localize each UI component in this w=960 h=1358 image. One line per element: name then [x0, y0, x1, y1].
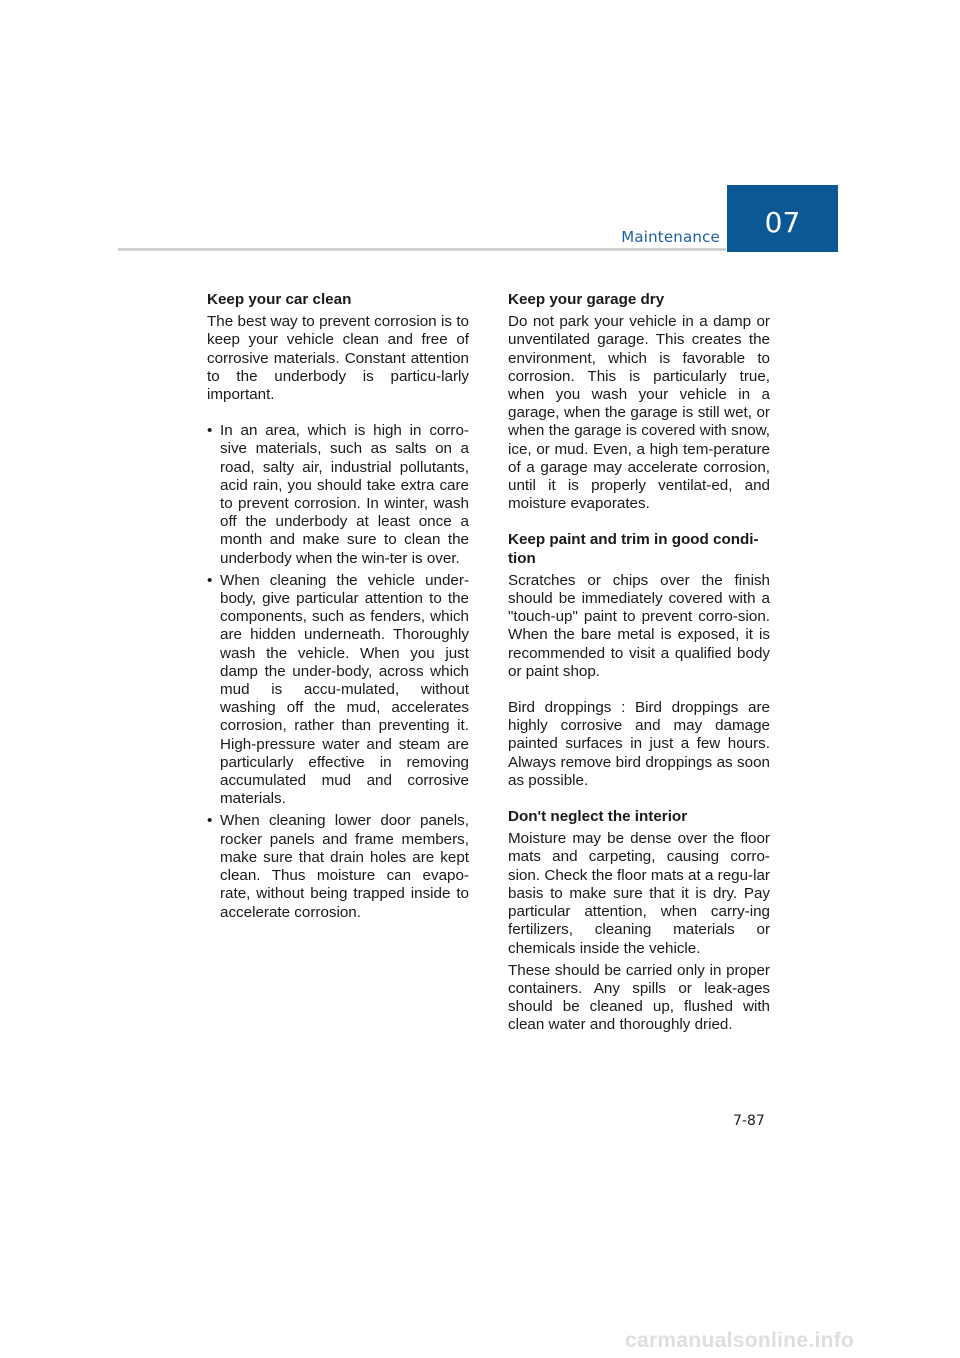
bullet-icon: •	[207, 422, 213, 440]
heading-interior: Don't neglect the interior	[508, 808, 688, 826]
bird-droppings-paragraph: Bird droppings : Bird droppings are highly corrosive and may damage painted surfaces in just a few hours. Always remove bird droppings as soon as possible.	[508, 699, 770, 789]
bullet-icon: •	[207, 571, 213, 589]
chapter-number: 07	[764, 206, 801, 239]
bullet-list	[207, 422, 469, 921]
watermark: carmanualsonline.info	[625, 1329, 855, 1352]
garage-paragraph: Do not park your vehicle in a damp or unventilated garage. This creates the environment, which is favorable to corrosion. This is particularly true, when you wash your vehicle in a garage, when the garage is still wet, or when the garage is covered with snow, ice, or mud. Even, a high tem-perature of a garage may accelerate corrosion, until it is properly ventilat-ed, and moisture evaporates.	[508, 313, 770, 513]
heading-paint-trim: Keep paint and trim in good condi-tion	[508, 531, 759, 567]
heading-keep-car-clean: Keep your car clean	[207, 291, 352, 308]
list-item: • When cleaning lower door panels, rocker panels and frame members, make sure that drain holes are kept clean. Thus moisture can evapo-rate, without being trapped inside to accelerate corrosion.	[207, 812, 469, 921]
chapter-tab	[727, 185, 838, 252]
list-item: • In an area, which is high in corro-sive materials, such as salts on a road, salty air, industrial pollutants, acid rain, you should take extra care to prevent corrosion. In winter, wash off the underbody at least once a month and make sure to clean the underbody when the win-ter is over.	[207, 422, 469, 567]
bullet-icon: •	[207, 812, 213, 830]
list-item: • When cleaning the vehicle under-body, give particular attention to the components, such as fenders, which are hidden underneath. Thoroughly wash the vehicle. When you just damp the under-body, across which mud is accu-mulated, without washing off the mud, accelerates corrosion, rather than preventing it. High-pressure water and steam are particularly effective in removing accumulated mud and corrosive materials.	[207, 571, 469, 808]
intro-paragraph: The best way to prevent corrosion is to keep your vehicle clean and free of corrosive materials. Constant attention to the underbody is particu-larly important.	[207, 313, 469, 404]
interior-paragraph-1: Moisture may be dense over the floor mats and carpeting, causing corro-sion. Check the floor mats at a regu-lar basis to make sure that it is dry. Pay particular attention, when carry-ing fertilizers, cleaning materials or chemicals inside the vehicle.	[508, 830, 770, 957]
header-rule	[118, 248, 726, 251]
section-title: Maintenance	[621, 228, 720, 246]
page-number: 7-87	[733, 1113, 765, 1129]
interior-paragraph-2: These should be carried only in proper containers. Any spills or leak-ages should be cleaned up, flushed with clean water and thoroughly dried.	[508, 961, 770, 1034]
heading-garage-dry: Keep your garage dry	[508, 291, 665, 308]
left-column	[207, 291, 469, 926]
right-column	[508, 291, 770, 1053]
paint-paragraph: Scratches or chips over the finish should be immediately covered with a "touch-up" paint to prevent corro-sion. When the bare metal is exposed, it is recommended to visit a qualified body or paint shop.	[508, 571, 770, 680]
